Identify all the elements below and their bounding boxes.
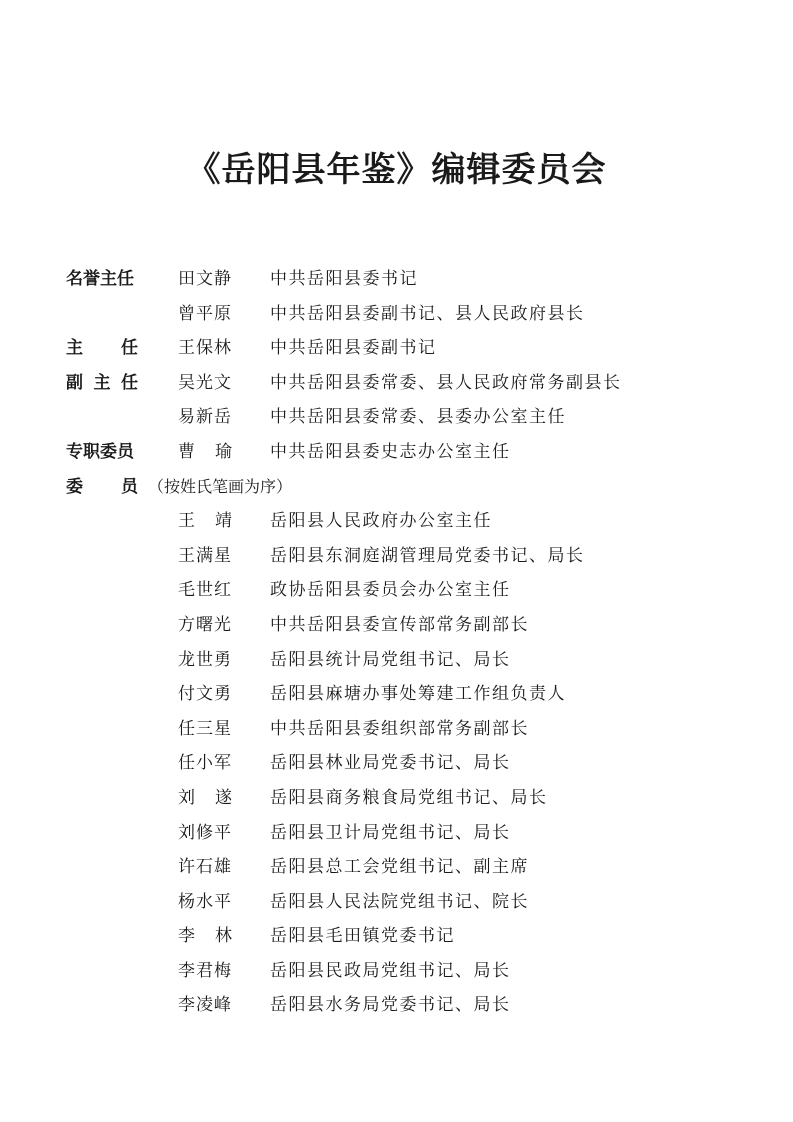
member-row: [0, 539, 793, 574]
member-row: [0, 608, 793, 643]
member-row: [0, 988, 793, 1023]
member-position: 岳阳县民政局党组书记、局长: [270, 960, 511, 981]
member-name: 曹 瑜: [178, 441, 232, 462]
member-position: 岳阳县毛田镇党委书记: [270, 926, 455, 947]
member-row: [0, 400, 793, 435]
member-position: 岳阳县水务局党委书记、局长: [270, 995, 511, 1016]
member-name: 王满星: [178, 545, 232, 566]
member-row: [0, 781, 793, 816]
member-row: [0, 954, 793, 989]
member-position: 岳阳县麻塘办事处筹建工作组负责人: [270, 684, 566, 705]
role-label: 委 员: [66, 476, 138, 497]
member-row: [0, 746, 793, 781]
role-note: （按姓氏笔画为序）: [148, 476, 293, 496]
member-row: [0, 435, 793, 470]
member-position: 岳阳县人民法院党组书记、院长: [270, 891, 529, 912]
member-name: 曾平原: [178, 303, 232, 324]
member-position: 中共岳阳县委副书记、县人民政府县长: [270, 303, 585, 324]
member-name: 李 林: [178, 926, 232, 947]
member-row: [0, 573, 793, 608]
member-position: 岳阳县林业局党委书记、局长: [270, 753, 511, 774]
member-name: 李凌峰: [178, 995, 232, 1016]
member-name: 任小军: [178, 753, 232, 774]
member-position: 中共岳阳县委常委、县人民政府常务副县长: [270, 372, 622, 393]
member-name: 田文静: [178, 269, 232, 289]
role-label: 副 主 任: [66, 372, 138, 393]
member-row: [0, 885, 793, 920]
member-name: 易新岳: [178, 407, 232, 428]
member-position: 岳阳县总工会党组书记、副主席: [270, 857, 529, 878]
member-row: [0, 677, 793, 712]
member-position: 政协岳阳县委员会办公室主任: [270, 580, 511, 601]
member-position: 中共岳阳县委副书记: [270, 338, 437, 359]
member-row: [0, 643, 793, 678]
member-row: [0, 366, 793, 401]
member-name: 刘修平: [178, 822, 232, 843]
member-row: [0, 919, 793, 954]
member-position: 中共岳阳县委史志办公室主任: [270, 441, 511, 462]
role-label: 专职委员: [66, 441, 134, 462]
member-name: 吴光文: [178, 372, 232, 393]
member-position: 中共岳阳县委宣传部常务副部长: [270, 614, 529, 635]
member-name: 龙世勇: [178, 649, 232, 670]
member-name: 王 靖: [178, 511, 232, 532]
member-name: 毛世红: [178, 580, 232, 601]
member-position: 岳阳县统计局党组书记、局长: [270, 649, 511, 670]
member-position: 岳阳县商务粮食局党组书记、局长: [270, 787, 548, 808]
page-title: 《岳阳县年鉴》编辑委员会: [186, 150, 607, 190]
member-name: 刘 遂: [178, 787, 232, 808]
member-row: [0, 816, 793, 851]
member-position: 中共岳阳县委书记: [270, 269, 418, 289]
role-label: 主 任: [66, 338, 138, 359]
member-row: [0, 262, 793, 297]
member-position: 中共岳阳县委常委、县委办公室主任: [270, 407, 566, 428]
member-name: 杨水平: [178, 891, 232, 912]
member-row: [0, 850, 793, 885]
member-row: [0, 470, 793, 505]
member-position: 岳阳县卫计局党组书记、局长: [270, 822, 511, 843]
member-position: 岳阳县人民政府办公室主任: [270, 511, 492, 532]
member-position: 岳阳县东洞庭湖管理局党委书记、局长: [270, 545, 585, 566]
member-position: 中共岳阳县委组织部常务副部长: [270, 718, 529, 739]
member-row: [0, 504, 793, 539]
member-name: 方曙光: [178, 614, 232, 635]
member-name: 王保林: [178, 338, 232, 359]
member-name: 任三星: [178, 718, 232, 739]
member-row: [0, 712, 793, 747]
member-name: 许石雄: [178, 857, 232, 878]
role-label: 名誉主任: [66, 269, 134, 289]
member-name: 付文勇: [178, 684, 232, 705]
member-row: [0, 331, 793, 366]
committee-member-list: [0, 262, 793, 1023]
member-row: [0, 297, 793, 332]
member-name: 李君梅: [178, 960, 232, 981]
